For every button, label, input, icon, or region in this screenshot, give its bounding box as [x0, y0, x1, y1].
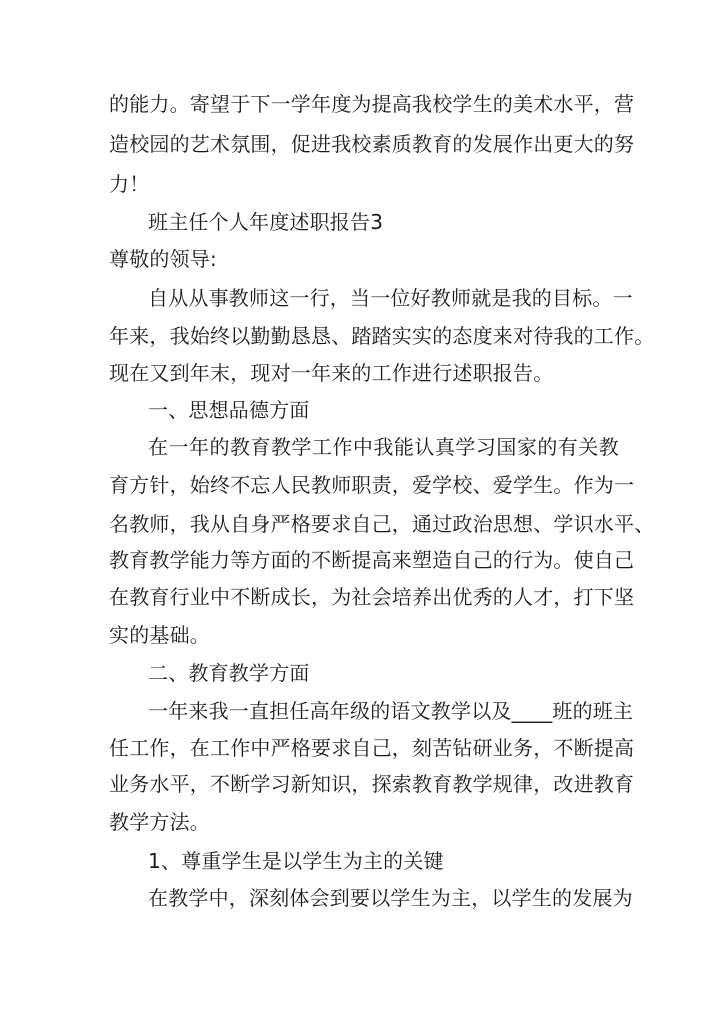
text-line: 造校园的艺术氛围，促进我校素质教育的发展作出更大的努 [109, 132, 635, 156]
subsection-heading: 1、尊重学生是以学生为主的关键 [148, 849, 444, 873]
text-line: 实的基础。 [109, 623, 210, 647]
section-heading: 一、思想品德方面 [148, 398, 310, 422]
text-line: 一年来我一直担任高年级的语文教学以及____班的班主 [148, 699, 634, 723]
text-line: 任工作，在工作中严格要求自己，刻苦钻研业务，不断提高 [109, 736, 635, 760]
salutation: 尊敬的领导: [109, 247, 217, 271]
text-line: 名教师，我从自身严格要求自己，通过政治思想、学识水平、 [109, 512, 655, 536]
text-line: 在教学中，深刻体会到要以学生为主，以学生的发展为 [148, 886, 633, 910]
text-line: 在一年的教育教学工作中我能认真学习国家的有关教 [148, 435, 619, 459]
text-line: 力！ [109, 172, 150, 196]
text-line: 自从从事教师这一行，当一位好教师就是我的目标。一 [148, 286, 633, 310]
section-title: 班主任个人年度述职报告3 [148, 210, 384, 234]
text-line: 业务水平，不断学习新知识，探索教育教学规律，改进教育 [109, 772, 635, 796]
text-line: 在教育行业中不断成长，为社会培养出优秀的人才，打下坚 [109, 585, 635, 609]
text-line: 年来，我始终以勤勤恳恳、踏踏实实的态度来对待我的工作。 [109, 324, 655, 348]
text-line: 教学方法。 [109, 810, 210, 834]
text-line: 教育教学能力等方面的不断提高来塑造自己的行为。使自己 [109, 548, 635, 572]
text-line: 现在又到年末，现对一年来的工作进行述职报告。 [109, 361, 554, 385]
text-line: 的能力。寄望于下一学年度为提高我校学生的美术水平，营 [109, 92, 635, 116]
text-line: 育方针，始终不忘人民教师职责，爱学校、爱学生。作为一 [109, 473, 635, 497]
section-heading: 二、教育教学方面 [148, 661, 310, 685]
